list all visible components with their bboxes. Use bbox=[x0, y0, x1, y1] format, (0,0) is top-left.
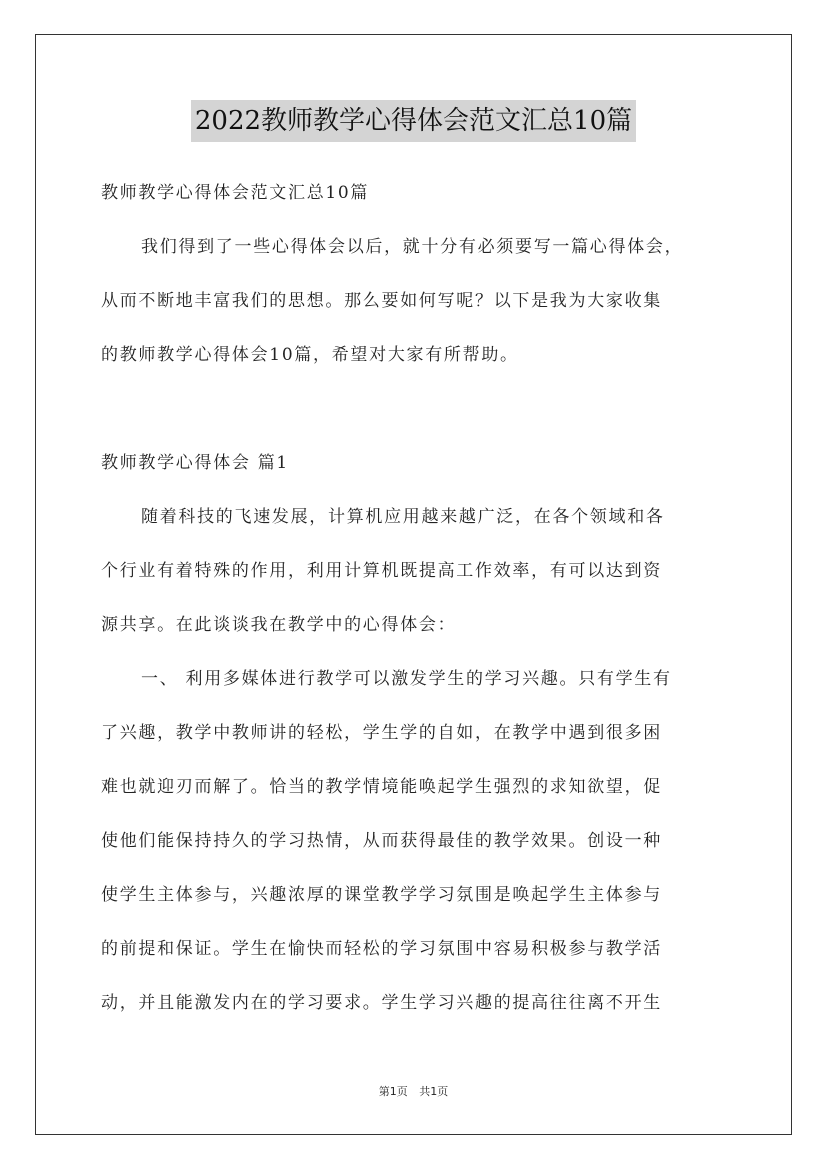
paragraph-line: 动，并且能激发内在的学习要求。学生学习兴趣的提高往往离不开生 bbox=[101, 993, 662, 1013]
page-number-current: 第1页 bbox=[378, 1085, 408, 1098]
subtitle-line: 教师教学心得体会范文汇总10篇 bbox=[101, 183, 370, 203]
blank-line bbox=[101, 382, 741, 436]
page-number-total: 共1页 bbox=[419, 1085, 449, 1098]
paragraph-line: 源共享。在此谈谈我在教学中的心得体会： bbox=[101, 615, 457, 635]
paragraph-line: 使学生主体参与，兴趣浓厚的课堂教学学习氛围是唤起学生主体参与 bbox=[101, 885, 662, 905]
section-heading: 教师教学心得体会 篇1 bbox=[101, 453, 289, 473]
paragraph-line: 随着科技的飞速发展，计算机应用越来越广泛，在各个领域和各 bbox=[141, 507, 665, 527]
document-title bbox=[0, 100, 827, 142]
document-body bbox=[101, 166, 741, 1030]
paragraph-line: 使他们能保持持久的学习热情，从而获得最佳的教学效果。创设一种 bbox=[101, 831, 662, 851]
paragraph-line: 从而不断地丰富我们的思想。那么要如何写呢？以下是我为大家收集 bbox=[101, 291, 662, 311]
paragraph-line: 的教师教学心得体会10篇，希望对大家有所帮助。 bbox=[101, 345, 519, 365]
document-title-text: 2022教师教学心得体会范文汇总10篇 bbox=[191, 100, 636, 142]
paragraph-line: 一、 利用多媒体进行教学可以激发学生的学习兴趣。只有学生有 bbox=[141, 669, 672, 689]
paragraph-line: 了兴趣，教学中教师讲的轻松，学生学的自如，在教学中遇到很多困 bbox=[101, 723, 662, 743]
paragraph-line: 难也就迎刃而解了。恰当的教学情境能唤起学生强烈的求知欲望，促 bbox=[101, 777, 662, 797]
paragraph-line: 我们得到了一些心得体会以后，就十分有必须要写一篇心得体会， bbox=[141, 237, 684, 257]
paragraph-line: 个行业有着特殊的作用，利用计算机既提高工作效率，有可以达到资 bbox=[101, 561, 662, 581]
paragraph-line: 的前提和保证。学生在愉快而轻松的学习氛围中容易积极参与教学活 bbox=[101, 939, 662, 959]
page-footer bbox=[0, 1083, 827, 1099]
